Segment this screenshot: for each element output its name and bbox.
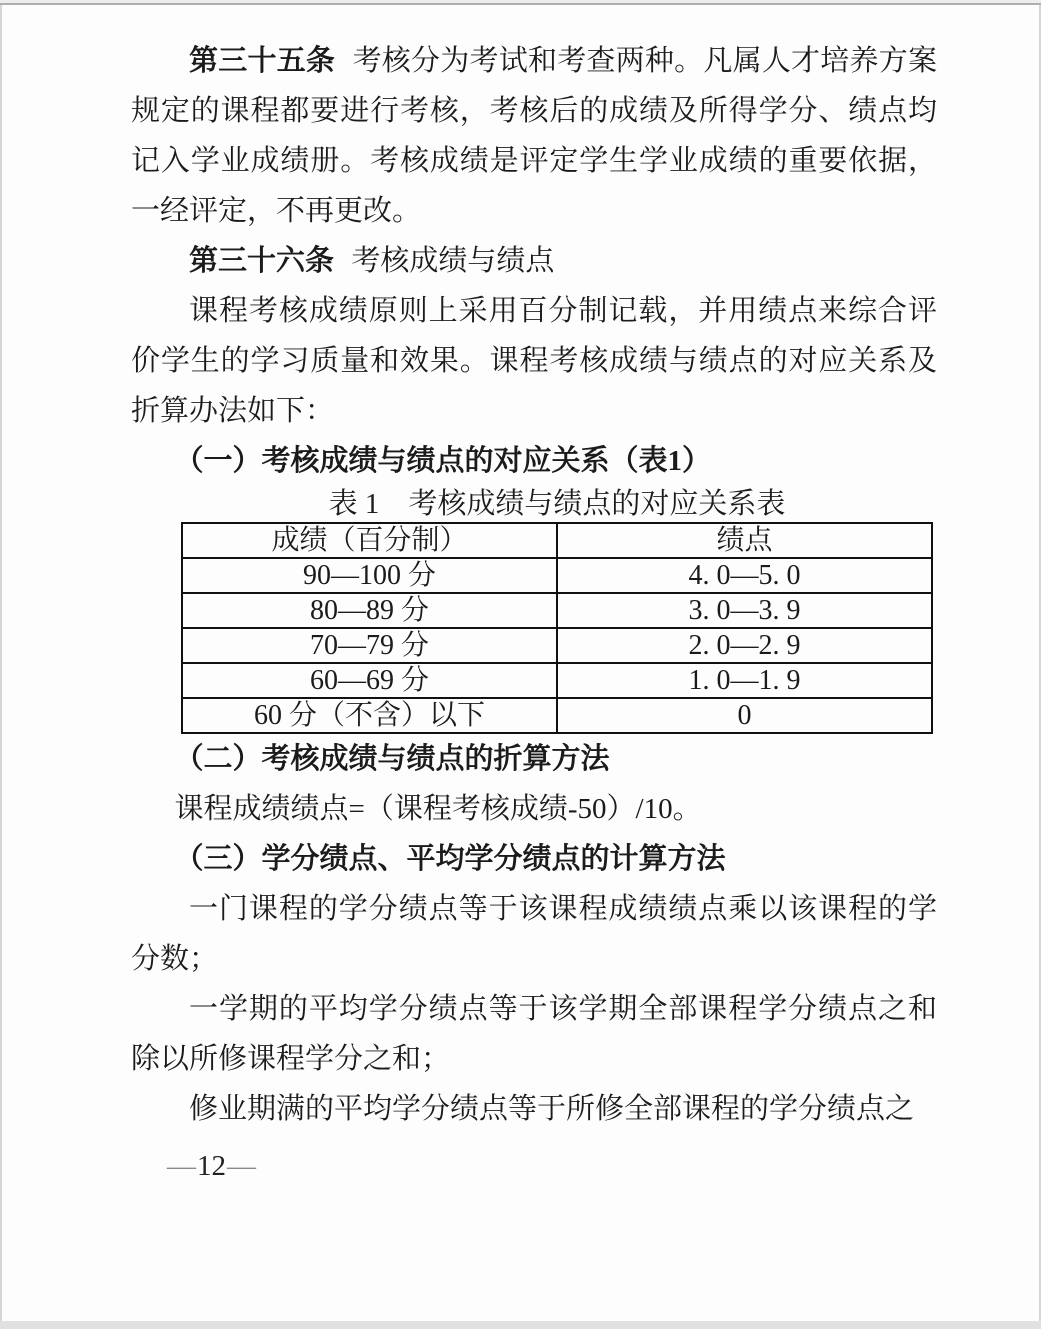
graduation-gpa-paragraph: 修业期满的平均学分绩点等于所修全部课程的学分绩点之 [189, 1093, 915, 1125]
point-cell: 1. 0—1. 9 [557, 663, 932, 698]
point-cell: 0 [557, 698, 932, 733]
heading-conversion: （二）考核成绩与绩点的折算方法 [174, 743, 610, 775]
point-cell: 4. 0—5. 0 [557, 558, 932, 593]
table-row [182, 558, 932, 593]
score-cell: 70—79 分 [182, 628, 557, 663]
article-36-paragraph [131, 236, 937, 286]
article-35-text: 考核分为考试和考查两种。凡属人才培养方案规定的课程都要进行考核，考核后的成绩及所得学分、绩点均记入学业成绩册。考核成绩是评定学生学业成绩的重要依据，一经评定，不再更改。 [131, 45, 937, 227]
page-number [167, 1149, 256, 1183]
heading-correspondence: （一）考核成绩与绩点的对应关系（表1） [174, 445, 712, 477]
table-row [182, 628, 932, 663]
article-35-label: 第三十五条 [189, 45, 336, 77]
page-number-dash-left: — [167, 1150, 196, 1182]
article-35-paragraph [131, 36, 937, 236]
page-number-dash-right: — [227, 1150, 256, 1182]
table-row [182, 663, 932, 698]
heading-calculation: （三）学分绩点、平均学分绩点的计算方法 [174, 843, 726, 875]
header-cell-score: 成绩（百分制） [182, 523, 557, 558]
credit-point-paragraph: 一门课程的学分绩点等于该课程成绩绩点乘以该课程的学分数； [131, 893, 937, 975]
table-row [182, 698, 932, 733]
page-top-edge-line [0, 3, 1041, 5]
score-cell: 60—69 分 [182, 663, 557, 698]
article-36-text: 考核成绩与绩点 [351, 245, 555, 277]
page-content [131, 36, 937, 1134]
point-cell: 2. 0—2. 9 [557, 628, 932, 663]
score-cell: 80—89 分 [182, 593, 557, 628]
grade-point-table [181, 522, 933, 734]
score-cell: 90—100 分 [182, 558, 557, 593]
point-cell: 3. 0—3. 9 [557, 593, 932, 628]
header-cell-point: 绩点 [557, 523, 932, 558]
formula-paragraph: 课程成绩绩点=（课程考核成绩-50）/10。 [174, 793, 702, 825]
score-cell: 60 分（不含）以下 [182, 698, 557, 733]
page-number-value: 12 [197, 1150, 226, 1182]
table-header-row [182, 523, 932, 558]
semester-gpa-paragraph: 一学期的平均学分绩点等于该学期全部课程学分绩点之和除以所修课程学分之和； [131, 993, 937, 1075]
table-caption: 表 1 考核成绩与绩点的对应关系表 [328, 488, 786, 520]
page-left-edge [0, 5, 2, 1321]
article-36-label: 第三十六条 [189, 245, 335, 277]
table-row [182, 593, 932, 628]
intro-paragraph: 课程考核成绩原则上采用百分制记载，并用绩点来综合评价学生的学习质量和效果。课程考核成绩与绩点的对应关系及折算办法如下： [131, 295, 937, 427]
page-bottom-edge [0, 1321, 1041, 1329]
